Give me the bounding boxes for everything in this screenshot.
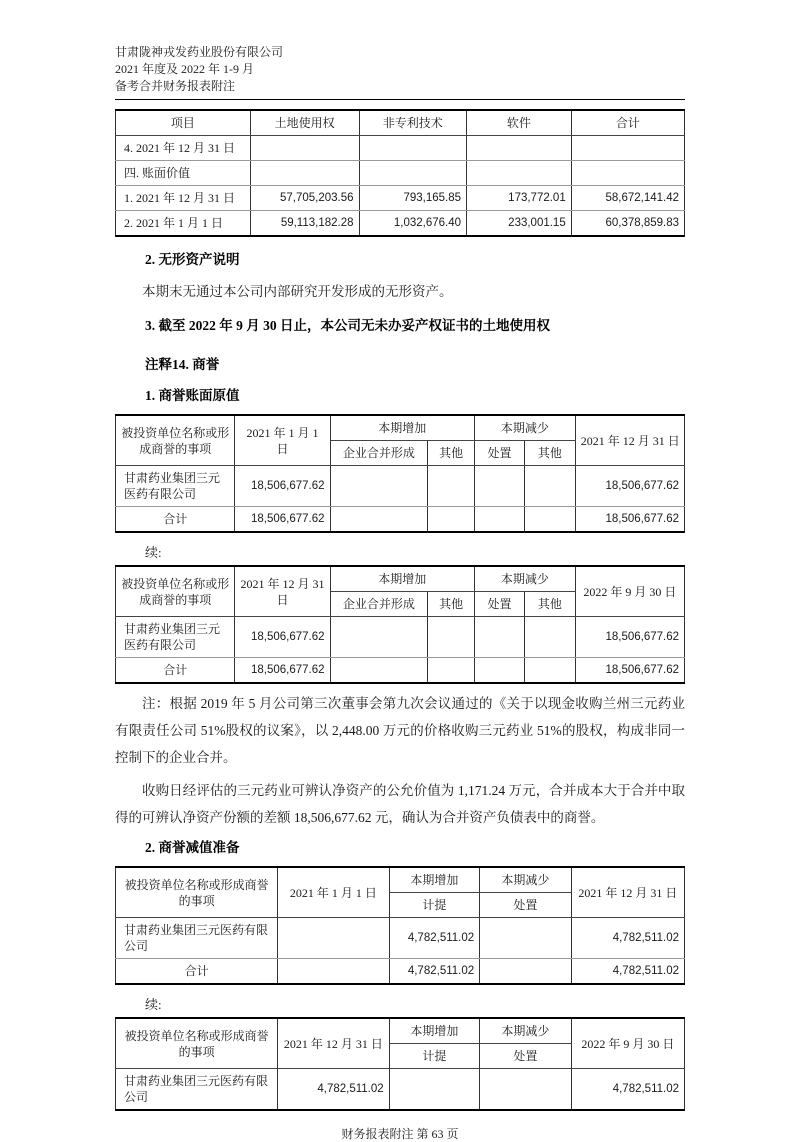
- col-header-entity: 被投资单位名称或形成商誉的事项: [116, 415, 235, 466]
- col-header-disposal: 处置: [480, 893, 572, 918]
- value-cell: [467, 136, 572, 161]
- table-header-row: [116, 566, 685, 592]
- value-cell: 18,506,677.62: [575, 658, 684, 684]
- empty-cell: [525, 617, 576, 658]
- table-row: [116, 1069, 685, 1111]
- empty-cell: [428, 507, 475, 533]
- value-cell: [480, 918, 572, 959]
- value-cell: 1,032,676.40: [359, 211, 467, 237]
- table-row: [116, 161, 685, 186]
- goodwill-cost-table-2022: [115, 565, 685, 684]
- value-cell: 4,782,511.02: [571, 1069, 684, 1111]
- col-header-disposal: 处置: [475, 441, 525, 466]
- section-heading-note14: 注释14. 商誉: [145, 357, 220, 372]
- empty-cell: [330, 658, 428, 684]
- value-cell: [250, 161, 359, 186]
- section-heading-intangible-note: 2. 无形资产说明: [145, 252, 240, 267]
- empty-cell: [475, 507, 525, 533]
- table-row: [116, 617, 685, 658]
- goodwill-impairment-table-2021: [115, 866, 685, 985]
- total-label: 合计: [116, 658, 235, 684]
- col-header-entity: 被投资单位名称或形成商誉的事项: [116, 566, 235, 617]
- intangible-note-body: 本期末无通过本公司内部研究开发形成的无形资产。: [142, 284, 453, 299]
- empty-cell: [428, 617, 475, 658]
- empty-cell: [480, 959, 572, 985]
- col-header-disposal: 处置: [475, 592, 525, 617]
- row-label: 1. 2021 年 12 月 31 日: [116, 186, 251, 211]
- value-cell: 58,672,141.42: [571, 186, 684, 211]
- table-header-row: [116, 1018, 685, 1044]
- header-divider: [115, 99, 685, 100]
- table-row: [116, 211, 685, 237]
- empty-cell: [330, 617, 428, 658]
- col-header-begin-balance: 2021 年 1 月 1 日: [235, 415, 330, 466]
- table-row: [116, 466, 685, 507]
- value-cell: 4,782,511.02: [571, 959, 684, 985]
- empty-cell: [278, 959, 390, 985]
- col-header-business-combination: 企业合并形成: [330, 592, 428, 617]
- empty-cell: [330, 466, 428, 507]
- empty-cell: [475, 658, 525, 684]
- empty-cell: [475, 617, 525, 658]
- section-heading-goodwill-impairment: 2. 商誉减值准备: [145, 840, 240, 855]
- row-label: 2. 2021 年 1 月 1 日: [116, 211, 251, 237]
- report-period: 2021 年度及 2022 年 1-9 月: [115, 62, 254, 76]
- goodwill-cost-table-2021: [115, 414, 685, 533]
- value-cell: [467, 161, 572, 186]
- value-cell: [389, 1069, 479, 1111]
- col-header-begin-balance: 2021 年 1 月 1 日: [278, 867, 390, 918]
- total-row: [116, 507, 685, 533]
- entity-name: 甘肃药业集团三元医药有限公司: [116, 1069, 278, 1111]
- company-name: 甘肃陇神戎发药业股份有限公司: [115, 45, 284, 59]
- value-cell: [250, 136, 359, 161]
- value-cell: 4,782,511.02: [389, 959, 479, 985]
- col-header-begin-balance: 2021 年 12 月 31 日: [235, 566, 330, 617]
- continuation-label: 续:: [145, 997, 162, 1012]
- value-cell: [359, 136, 467, 161]
- col-header-accrual: 计提: [389, 893, 479, 918]
- empty-cell: [525, 466, 576, 507]
- table-header-row: [116, 415, 685, 441]
- total-label: 合计: [116, 959, 278, 985]
- total-row: [116, 658, 685, 684]
- value-cell: 18,506,677.62: [235, 507, 330, 533]
- col-header-non-patent-tech: 非专利技术: [359, 110, 467, 136]
- col-header-business-combination: 企业合并形成: [330, 441, 428, 466]
- col-header-other-decrease: 其他: [525, 441, 576, 466]
- col-header-other-increase: 其他: [428, 592, 475, 617]
- table-row: [116, 186, 685, 211]
- col-header-increase-group: 本期增加: [389, 867, 479, 893]
- col-header-end-balance: 2021 年 12 月 31 日: [575, 415, 684, 466]
- col-header-increase-group: 本期增加: [330, 415, 475, 441]
- entity-name: 甘肃药业集团三元医药有限公司: [116, 617, 235, 658]
- empty-cell: [525, 507, 576, 533]
- value-cell: [571, 161, 684, 186]
- table-header-row: [116, 867, 685, 893]
- col-header-software: 软件: [467, 110, 572, 136]
- value-cell: 793,165.85: [359, 186, 467, 211]
- table-row: [116, 918, 685, 959]
- fair-value-paragraph: 收购日经评估的三元药业可辨认净资产的公允价值为 1,171.24 万元，合并成本大于合并中取得的可辨认净资产份额的差额 18,506,677.62 元，确认为合并资产负债表中的商誉。: [115, 783, 685, 825]
- value-cell: 18,506,677.62: [575, 617, 684, 658]
- row-label: 四. 账面价值: [116, 161, 251, 186]
- row-label: 4. 2021 年 12 月 31 日: [116, 136, 251, 161]
- document-title: 备考合并财务报表附注: [115, 79, 236, 93]
- col-header-decrease-group: 本期减少: [480, 1018, 572, 1044]
- col-header-entity: 被投资单位名称或形成商誉的事项: [116, 1018, 278, 1069]
- col-header-increase-group: 本期增加: [330, 566, 475, 592]
- empty-cell: [428, 466, 475, 507]
- value-cell: 18,506,677.62: [235, 658, 330, 684]
- col-header-item: 项目: [116, 110, 251, 136]
- col-header-accrual: 计提: [389, 1044, 479, 1069]
- value-cell: [278, 918, 390, 959]
- col-header-decrease-group: 本期减少: [475, 415, 576, 441]
- col-header-begin-balance: 2021 年 12 月 31 日: [278, 1018, 390, 1069]
- value-cell: 18,506,677.62: [235, 466, 330, 507]
- continuation-label: 续:: [145, 545, 162, 560]
- intangible-assets-table: [115, 109, 685, 237]
- value-cell: [359, 161, 467, 186]
- col-header-entity: 被投资单位名称或形成商誉的事项: [116, 867, 278, 918]
- value-cell: 4,782,511.02: [278, 1069, 390, 1111]
- col-header-end-balance: 2022 年 9 月 30 日: [575, 566, 684, 617]
- goodwill-impairment-table-2022: [115, 1017, 685, 1111]
- acquisition-note-paragraph: 注：根据 2019 年 5 月公司第三次董事会第九次会议通过的《关于以现金收购兰州三元药业有限责任公司 51%股权的议案》，以 2,448.00 万元的价格收购三元药业 51%的股权，构成非同一控制下的企业合并。: [115, 696, 685, 765]
- col-header-decrease-group: 本期减少: [480, 867, 572, 893]
- col-header-total: 合计: [571, 110, 684, 136]
- total-label: 合计: [116, 507, 235, 533]
- value-cell: 18,506,677.62: [575, 507, 684, 533]
- empty-cell: [475, 466, 525, 507]
- value-cell: 233,001.15: [467, 211, 572, 237]
- value-cell: 18,506,677.62: [235, 617, 330, 658]
- table-row: [116, 136, 685, 161]
- empty-cell: [428, 658, 475, 684]
- entity-name: 甘肃药业集团三元医药有限公司: [116, 918, 278, 959]
- section-heading-land-cert: 3. 截至 2022 年 9 月 30 日止，本公司无未办妥产权证书的土地使用权: [145, 318, 550, 333]
- value-cell: 18,506,677.62: [575, 466, 684, 507]
- value-cell: 60,378,859.83: [571, 211, 684, 237]
- value-cell: 173,772.01: [467, 186, 572, 211]
- col-header-other-decrease: 其他: [525, 592, 576, 617]
- value-cell: 57,705,203.56: [250, 186, 359, 211]
- entity-name: 甘肃药业集团三元医药有限公司: [116, 466, 235, 507]
- document-header: [115, 44, 685, 95]
- value-cell: 4,782,511.02: [571, 918, 684, 959]
- col-header-land-use-right: 土地使用权: [250, 110, 359, 136]
- page-footer: 财务报表附注 第 63 页: [341, 1127, 459, 1141]
- value-cell: 4,782,511.02: [389, 918, 479, 959]
- col-header-increase-group: 本期增加: [389, 1018, 479, 1044]
- section-heading-goodwill-cost: 1. 商誉账面原值: [145, 388, 240, 403]
- value-cell: [480, 1069, 572, 1111]
- empty-cell: [330, 507, 428, 533]
- empty-cell: [525, 658, 576, 684]
- value-cell: [571, 136, 684, 161]
- col-header-disposal: 处置: [480, 1044, 572, 1069]
- total-row: [116, 959, 685, 985]
- col-header-other-increase: 其他: [428, 441, 475, 466]
- col-header-end-balance: 2022 年 9 月 30 日: [571, 1018, 684, 1069]
- col-header-decrease-group: 本期减少: [475, 566, 576, 592]
- value-cell: 59,113,182.28: [250, 211, 359, 237]
- table-header-row: [116, 110, 685, 136]
- col-header-end-balance: 2021 年 12 月 31 日: [571, 867, 684, 918]
